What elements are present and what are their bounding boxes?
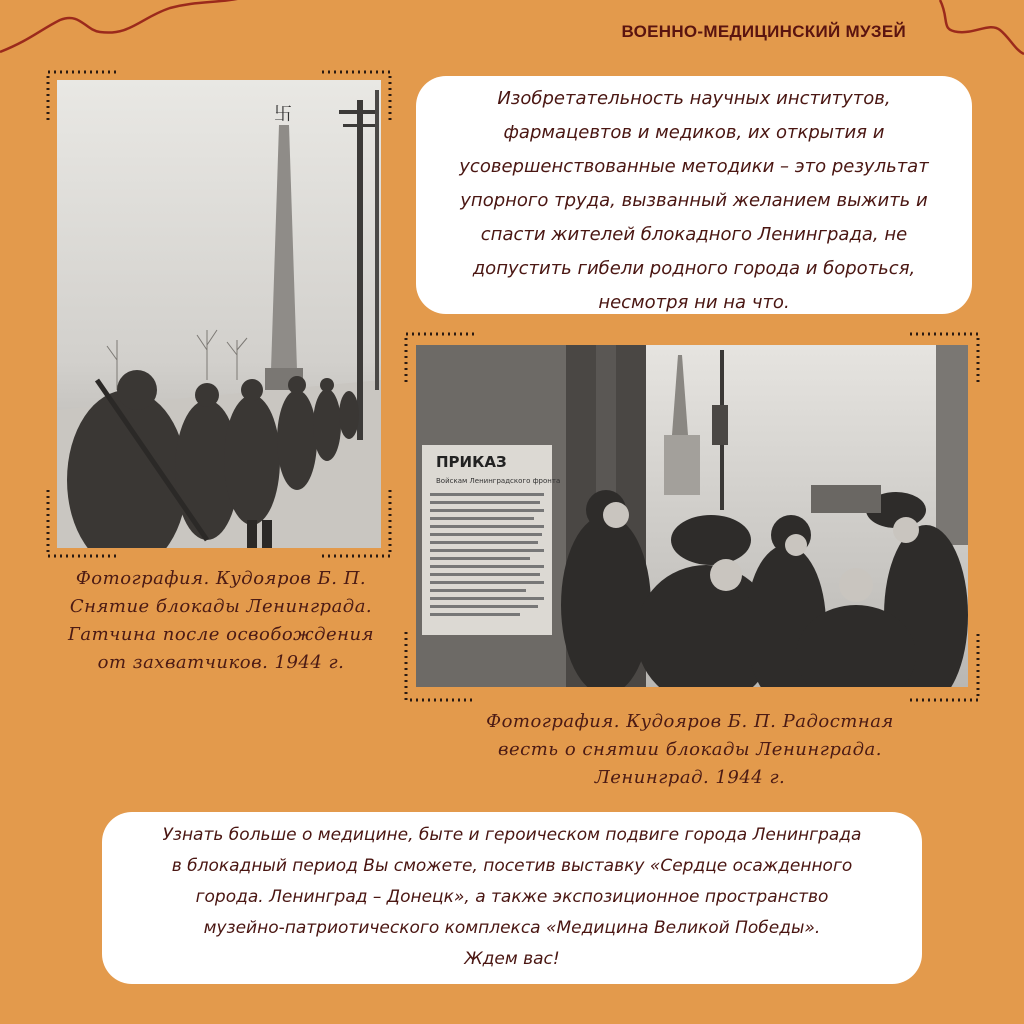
photo2-caption-line: Ленинград. 1944 г. [594, 767, 786, 788]
intro-text-line: усовершенствованные методики – это результат [459, 156, 929, 177]
invitation-text-line: Узнать больше о медицине, быте и героическом подвиге города Ленинграда [162, 825, 862, 845]
intro-text-line: спасти жителей блокадного Ленинграда, не [480, 224, 908, 245]
photo1-caption-line: Снятие блокады Ленинграда. [69, 596, 373, 617]
invitation-text-line: музейно-патриотического комплекса «Медицина Великой Победы». [203, 918, 821, 938]
crowd-with-poster-photo [416, 345, 968, 687]
invitation-text-line: в блокадный период Вы сможете, посетив выставку «Сердце осажденного [171, 856, 853, 876]
invitation-text-line: города. Ленинград – Донецк», а также экспозиционное пространство [195, 887, 829, 907]
photo2-caption-line: весть о снятии блокады Ленинграда. [498, 739, 882, 760]
intro-text-line: несмотря ни на что. [598, 292, 790, 313]
intro-text-line: Изобретательность научных институтов, [497, 88, 891, 109]
photo-frame-1 [46, 70, 392, 558]
poster-title: ПРИКАЗ [436, 453, 507, 471]
photo2-caption [440, 708, 940, 792]
photo1-caption-line: от захватчиков. 1944 г. [97, 652, 345, 673]
invitation-text-line: Ждем вас! [464, 949, 560, 969]
museum-name: ВОЕННО-МЕДИЦИНСКИЙ МУЗЕЙ [621, 22, 906, 41]
intro-text-line: допустить гибели родного города и бороться, [472, 258, 916, 279]
intro-text-bubble [416, 76, 972, 314]
soldiers-column-photo [57, 80, 381, 548]
intro-text-line: фармацевтов и медиков, их открытия и [503, 122, 885, 143]
photo-frame-2 [404, 332, 980, 702]
photo1-caption-line: Гатчина после освобождения [67, 624, 375, 645]
svg-text:卐: 卐 [274, 104, 292, 125]
photo1-caption-line: Фотография. Кудояров Б. П. [75, 568, 367, 589]
intro-text-line: упорного труда, вызванный желанием выжить и [460, 190, 928, 211]
poster-subtitle: Войскам Ленинградского фронта [436, 477, 561, 485]
photo1-caption [36, 565, 406, 677]
photo2-caption-line: Фотография. Кудояров Б. П. Радостная [486, 711, 894, 732]
invitation-text-bubble [102, 812, 922, 984]
